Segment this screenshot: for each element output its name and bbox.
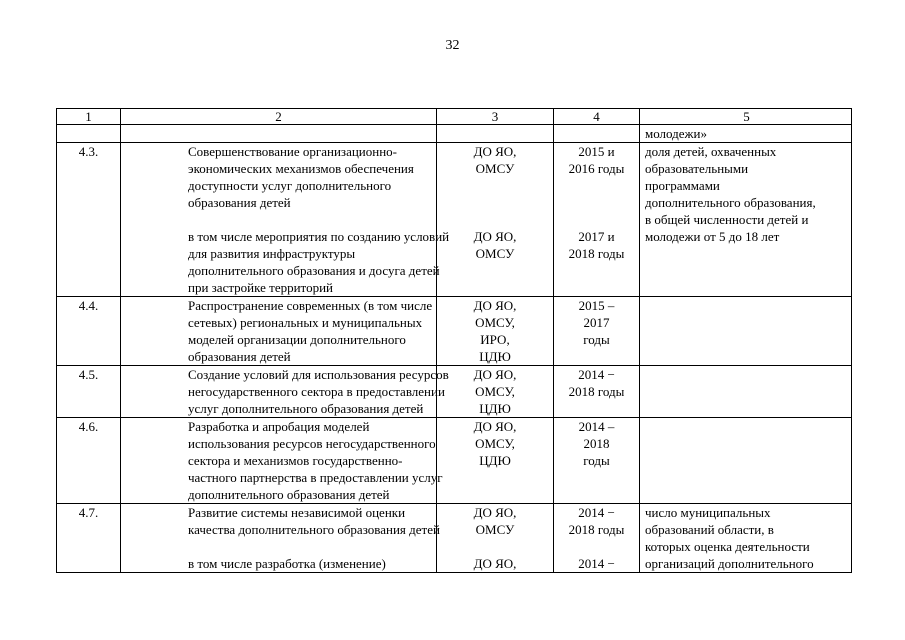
header-col-2: 2 [121,109,437,125]
spacer [440,538,550,555]
text-line: программами [645,178,720,193]
cell-indicator [640,366,852,418]
text-line: дополнительного образования и досуга детей [188,263,440,278]
text-line: доступности услуг дополнительного [188,178,392,193]
text-line: 2014 − [578,556,615,571]
cell-text [121,418,443,504]
cell-exec [437,366,554,418]
table-row [57,418,852,504]
measures-table [56,108,852,573]
text-line: 2018 годы [568,522,625,537]
text-line: моделей организации дополнительного [188,332,406,347]
cell-exec [437,125,554,143]
text-line: ДО ЯО, [473,505,517,520]
spacer [440,211,550,228]
text-line: годы [583,332,610,347]
header-col-4: 4 [554,109,640,125]
cell-exec [437,143,554,297]
text-line: молодежи» [645,126,707,141]
text-line: сетевых) региональных и муниципальных [188,315,423,330]
text-line: ИРО, [480,332,510,347]
text-line: частного партнерства в предоставлении услуг [188,470,443,485]
text-line: в общей численности детей и [645,212,809,227]
text-line: доля детей, охваченных [645,144,777,159]
text-line: 2014 – [578,419,615,434]
spacer [188,211,433,228]
spacer [557,177,636,194]
cell-num [57,125,121,143]
cell-num: 4.4. [57,297,121,366]
text-line: ДО ЯО, [473,144,517,159]
text-line: ОМСУ, [475,436,515,451]
text-line: негосударственного сектора в предоставлении [188,384,445,399]
text-line: ОМСУ, [475,315,515,330]
cell-term [554,125,640,143]
text-line: образований области, в [645,522,774,537]
text-line: ОМСУ, [475,384,515,399]
cell-term [554,418,640,504]
text-line: 2017 и [578,229,615,244]
header-col-1: 1 [57,109,121,125]
page-number: 32 [445,38,460,53]
spacer [188,538,433,555]
spacer [557,211,636,228]
text-line: число муниципальных [645,505,771,520]
header-col-3: 3 [437,109,554,125]
text-line: дополнительного образования, [645,195,816,210]
cell-indicator [640,125,852,143]
cell-indicator [640,418,852,504]
cell-indicator [640,143,852,297]
table-row [57,297,852,366]
cell-num: 4.6. [57,418,121,504]
cell-term [554,143,640,297]
cell-num: 4.7. [57,504,121,573]
text-line: Распространение современных (в том числе [188,298,433,313]
text-line: ЦДЮ [479,401,511,416]
text-line: 2018 годы [568,246,625,261]
continuation-row [57,125,852,143]
text-line: при застройке территорий [188,280,333,295]
text-line: ЦДЮ [479,453,511,468]
text-line: ОМСУ [475,161,515,176]
spacer [557,194,636,211]
cell-text [121,143,450,297]
cell-text [121,297,437,366]
text-line: дополнительного образования детей [188,487,390,502]
text-line: которых оценка деятельности [645,539,810,554]
text-line: 2017 [583,315,610,330]
text-line: организаций дополнительного [645,556,814,571]
text-line: Создание условий для использования ресурсов [188,367,449,382]
text-line: ДО ЯО, [473,229,517,244]
text-line: Разработка и апробация моделей [188,419,370,434]
text-line: услуг дополнительного образования детей [188,401,424,416]
text-line: качества дополнительного образования детей [188,522,440,537]
text-line: ОМСУ [475,522,515,537]
text-line: 2018 годы [568,384,625,399]
text-line: 2018 [583,436,610,451]
text-line: в том числе мероприятия по созданию условий [188,229,450,244]
text-line: 2015 и [578,144,615,159]
cell-num: 4.5. [57,366,121,418]
text-line: в том числе разработка (изменение) [188,556,386,571]
text-line: ДО ЯО, [473,419,517,434]
header-col-5: 5 [640,109,852,125]
spacer [440,177,550,194]
header-row [57,109,852,125]
cell-term [554,366,640,418]
text-line: образования детей [188,195,291,210]
text-line: 2015 – [578,298,615,313]
text-line: образовательными [645,161,749,176]
cell-term [554,297,640,366]
spacer [557,538,636,555]
text-line: Совершенствование организационно- [188,144,397,159]
text-line: экономических механизмов обеспечения [188,161,414,176]
text-line: образования детей [188,349,291,364]
cell-exec [437,418,554,504]
table-row [57,504,852,573]
cell-indicator [640,297,852,366]
text-line: ОМСУ [475,246,515,261]
cell-exec [437,297,554,366]
text-line: Развитие системы независимой оценки [188,505,406,520]
text-line: использования ресурсов негосударственного [188,436,436,451]
text-line: ДО ЯО, [473,367,517,382]
text-line: ДО ЯО, [473,298,517,313]
text-line: для развития инфраструктуры [188,246,356,261]
spacer [440,194,550,211]
text-line: 2014 − [578,367,615,382]
text-line: ЦДЮ [479,349,511,364]
cell-exec [437,504,554,573]
cell-term [554,504,640,573]
text-line: 2014 − [578,505,615,520]
text-line: 2016 годы [568,161,625,176]
text-line: ДО ЯО, [473,556,517,571]
cell-num: 4.3. [57,143,121,297]
cell-indicator [640,504,852,573]
table-row [57,366,852,418]
text-line: сектора и механизмов государственно- [188,453,403,468]
text-line: молодежи от 5 до 18 лет [645,229,780,244]
table-row [57,143,852,297]
cell-text [121,125,437,143]
text-line: годы [583,453,610,468]
cell-text [121,366,449,418]
cell-text [121,504,440,573]
